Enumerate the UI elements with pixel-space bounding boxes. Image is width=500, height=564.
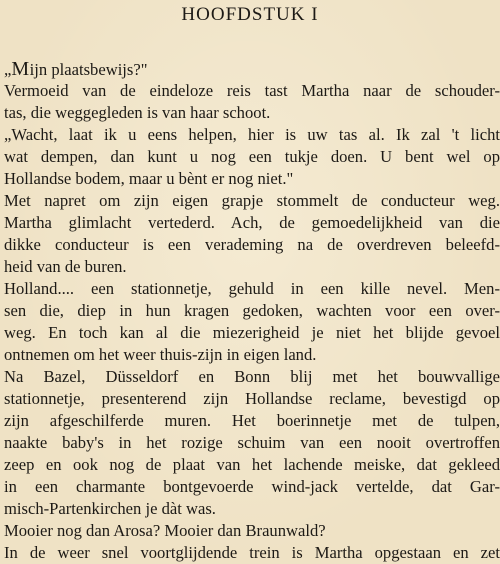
opening-quote: „: [4, 60, 12, 79]
text-line: wat dempen, dan kunt u nog een tukje doen. U bent wel op: [4, 147, 500, 166]
body-text: [4, 58, 500, 564]
opening-line: [4, 58, 500, 80]
text-line: in een charmante bontgevoerde wind-jack vertelde, dat Gar-: [4, 477, 500, 496]
text-line: heid van de buren.: [4, 257, 127, 276]
text-line: ontnemen om het weer thuis-zijn in eigen land.: [4, 345, 317, 364]
text-line: Vermoeid van de eindeloze reis tast Martha naar de schouder-: [4, 81, 500, 100]
text-line: Mooier nog dan Arosa? Mooier dan Braunwald?: [4, 521, 326, 540]
chapter-title: HOOFDSTUK I: [181, 4, 319, 25]
text-line: Na Bazel, Düsseldorf en Bonn blij met het bouwvallige: [4, 367, 500, 386]
text-line: zeep en ook nog de plaat van het lachende meiske, dat gekleed: [4, 455, 500, 474]
text-line: Hollandse bodem, maar u bènt er nog niet.": [4, 169, 294, 188]
text-line: stationnetje, presenterend zijn Hollandse reclame, bevestigd op: [4, 389, 500, 408]
text-line: dikke conducteur is een verademing na de overdreven beleefd-: [4, 235, 500, 254]
text-line: tas, die weggegleden is van haar schoot.: [4, 103, 271, 122]
text-line: In de weer snel voortglijdende trein is Martha opgestaan en zet: [4, 543, 500, 562]
text-line: sen die, diep in hun kragen gedoken, wachten voor een over-: [4, 301, 500, 320]
text-line: Martha glimlacht vertederd. Ach, de gemoedelijkheid van die: [4, 213, 500, 232]
initial-letter: M: [11, 58, 30, 80]
text-line: misch-Partenkirchen je dàt was.: [4, 499, 216, 518]
text-line: Met napret om zijn eigen grapje stommelt de conducteur weg.: [4, 191, 500, 210]
opening-line-rest: ijn plaatsbewijs?": [29, 60, 148, 79]
text-line: zijn afgeschilferde muren. Het boerinnetje met de tulpen,: [4, 411, 500, 430]
text-line: weg. En toch kan al die miezerigheid je niet het blijde gevoel: [4, 323, 500, 342]
text-line: „Wacht, laat ik u eens helpen, hier is uw tas al. Ik zal 't licht: [4, 125, 500, 144]
text-line: naakte baby's in het rozige schuim van een nooit overtroffen: [4, 433, 500, 452]
text-line: Holland.... een stationnetje, gehuld in een kille nevel. Men-: [4, 279, 500, 298]
